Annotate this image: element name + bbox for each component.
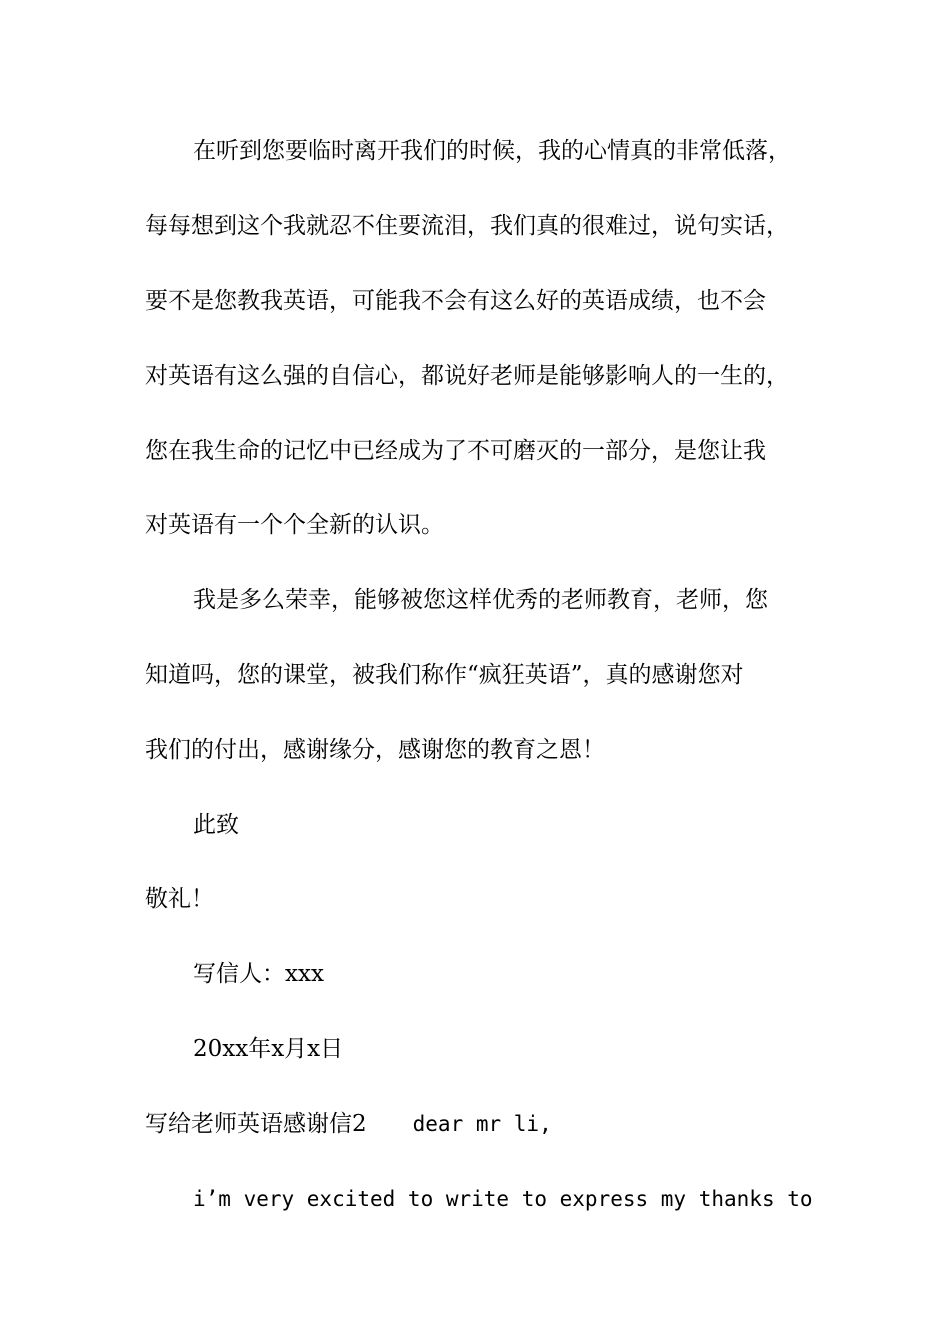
paragraph1-line-5: 您在我生命的记忆中已经成为了不可磨灭的一部分，是您让我 [145, 438, 766, 464]
paragraph1-line-1: 在听到您要临时离开我们的时候，我的心情真的非常低落， [193, 138, 791, 164]
paragraph2-line-1: 我是多么荣幸，能够被您这样优秀的老师教育，老师，您 [193, 587, 768, 613]
paragraph1-line-2: 每每想到这个我就忍不住要流泪，我们真的很难过，说句实话， [145, 213, 789, 239]
section2-heading-line [145, 1109, 825, 1139]
paragraph2-line-3: 我们的付出，感谢缘分，感谢您的教育之恩！ [145, 737, 605, 763]
closing-date: 20xx年x月x日 [193, 1036, 344, 1062]
paragraph1-line-3: 要不是您教我英语，可能我不会有这么好的英语成绩，也不会 [145, 288, 766, 314]
section2-body-line-1: i’m very excited to write to express my thanks to [193, 1187, 813, 1211]
section2-greeting: dear mr li, [412, 1112, 552, 1136]
paragraph1-line-6: 对英语有一个个全新的认识。 [145, 512, 444, 538]
closing-regards: 此致 [193, 812, 239, 838]
closing-salute: 敬礼！ [145, 886, 214, 912]
paragraph2-line-2: 知道吗，您的课堂，被我们称作“疯狂英语”，真的感谢您对 [145, 662, 744, 688]
closing-writer: 写信人：xxx [193, 961, 324, 987]
section2-title: 写给老师英语感谢信2 [145, 1111, 367, 1137]
paragraph1-line-4: 对英语有这么强的自信心，都说好老师是能够影响人的一生的， [145, 363, 789, 389]
